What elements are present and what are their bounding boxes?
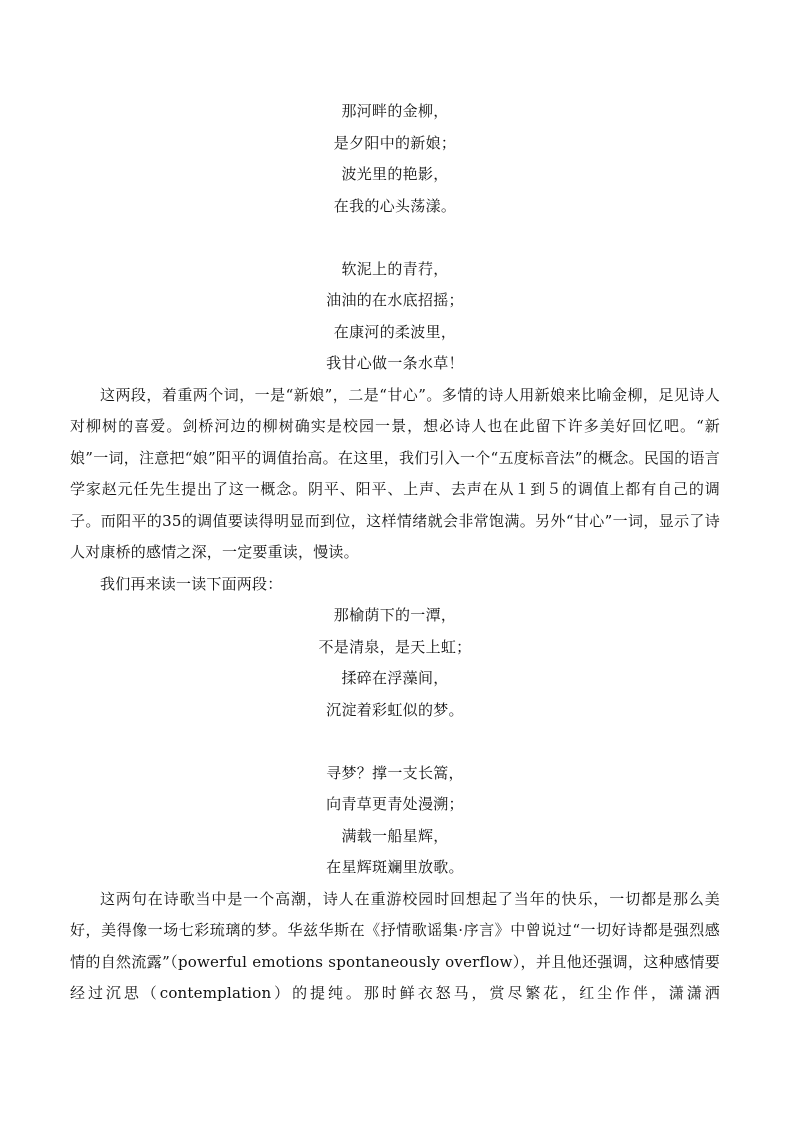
poem-line: 那榆荫下的一潭， (333, 606, 457, 624)
poem-line: 沉淀着彩虹似的梦。 (326, 700, 464, 719)
poem-line: 揉碎在浮藻间， (341, 669, 449, 687)
poem-line: 不是清泉，是天上虹； (318, 637, 472, 656)
poem-stanza-3 (70, 600, 720, 726)
poem-stanza-1 (70, 96, 720, 222)
poem-line: 软泥上的青荇， (341, 259, 449, 278)
stanza-gap (70, 222, 720, 254)
poem-line: 波光里的艳影， (341, 165, 449, 183)
poem-line: 那河畔的金柳， (341, 102, 449, 120)
poem-line: 在康河的柔波里， (333, 322, 457, 341)
poem-line: 在星辉斑斓里放歌。 (326, 858, 464, 876)
poem-line: 我甘心做一条水草！ (326, 354, 464, 372)
document-page (70, 96, 720, 1010)
poem-line: 向青草更青处漫溯； (326, 795, 464, 813)
poem-line: 寻梦？撑一支长篙， (326, 763, 464, 782)
commentary-paragraph-2: 这两句在诗歌当中是一个高潮，诗人在重游校园时回想起了当年的快乐，一切都是那么美好，美得像一场七彩琉璃的梦。华兹华斯在《抒情歌谣集·序言》中曾说过“一切好诗都是强烈感情的自然流露”（powerful emotions spontaneously overflow），并且他还强调，这种感情要经过沉思（contemplation）的提纯。那时鲜衣怒马，赏尽繁花，红尘作伴，潇潇洒 (70, 889, 720, 1002)
commentary-paragraph-1: 这两段，着重两个词，一是“新娘”，二是“甘心”。多情的诗人用新娘来比喻金柳，足见诗人对柳树的喜爱。剑桥河边的柳树确实是校园一景，想必诗人也在此留下许多美好回忆吧。“新娘”一词，注意把“娘”阳平的调值抬高。在这里，我们引入一个“五度标音法”的概念。民国的语言学家赵元任先生提出了这一概念。阴平、阳平、上声、去声在从１到５的调值上都有自己的调子。而阳平的35的调值要读得明显而到位，这样情绪就会非常饱满。另外“甘心”一词，显示了诗人对康桥的感情之深，一定要重读，慢读。 (70, 385, 720, 561)
lead-in-sentence: 我们再来读一读下面两段： (100, 574, 283, 593)
poem-line: 在我的心头荡漾。 (333, 196, 457, 215)
poem-stanza-4 (70, 758, 720, 884)
poem-line: 油油的在水底招摇； (326, 291, 464, 309)
poem-stanza-2 (70, 254, 720, 380)
stanza-gap (70, 726, 720, 758)
poem-line: 是夕阳中的新娘； (333, 133, 457, 152)
poem-line: 满载一船星辉， (341, 826, 449, 845)
